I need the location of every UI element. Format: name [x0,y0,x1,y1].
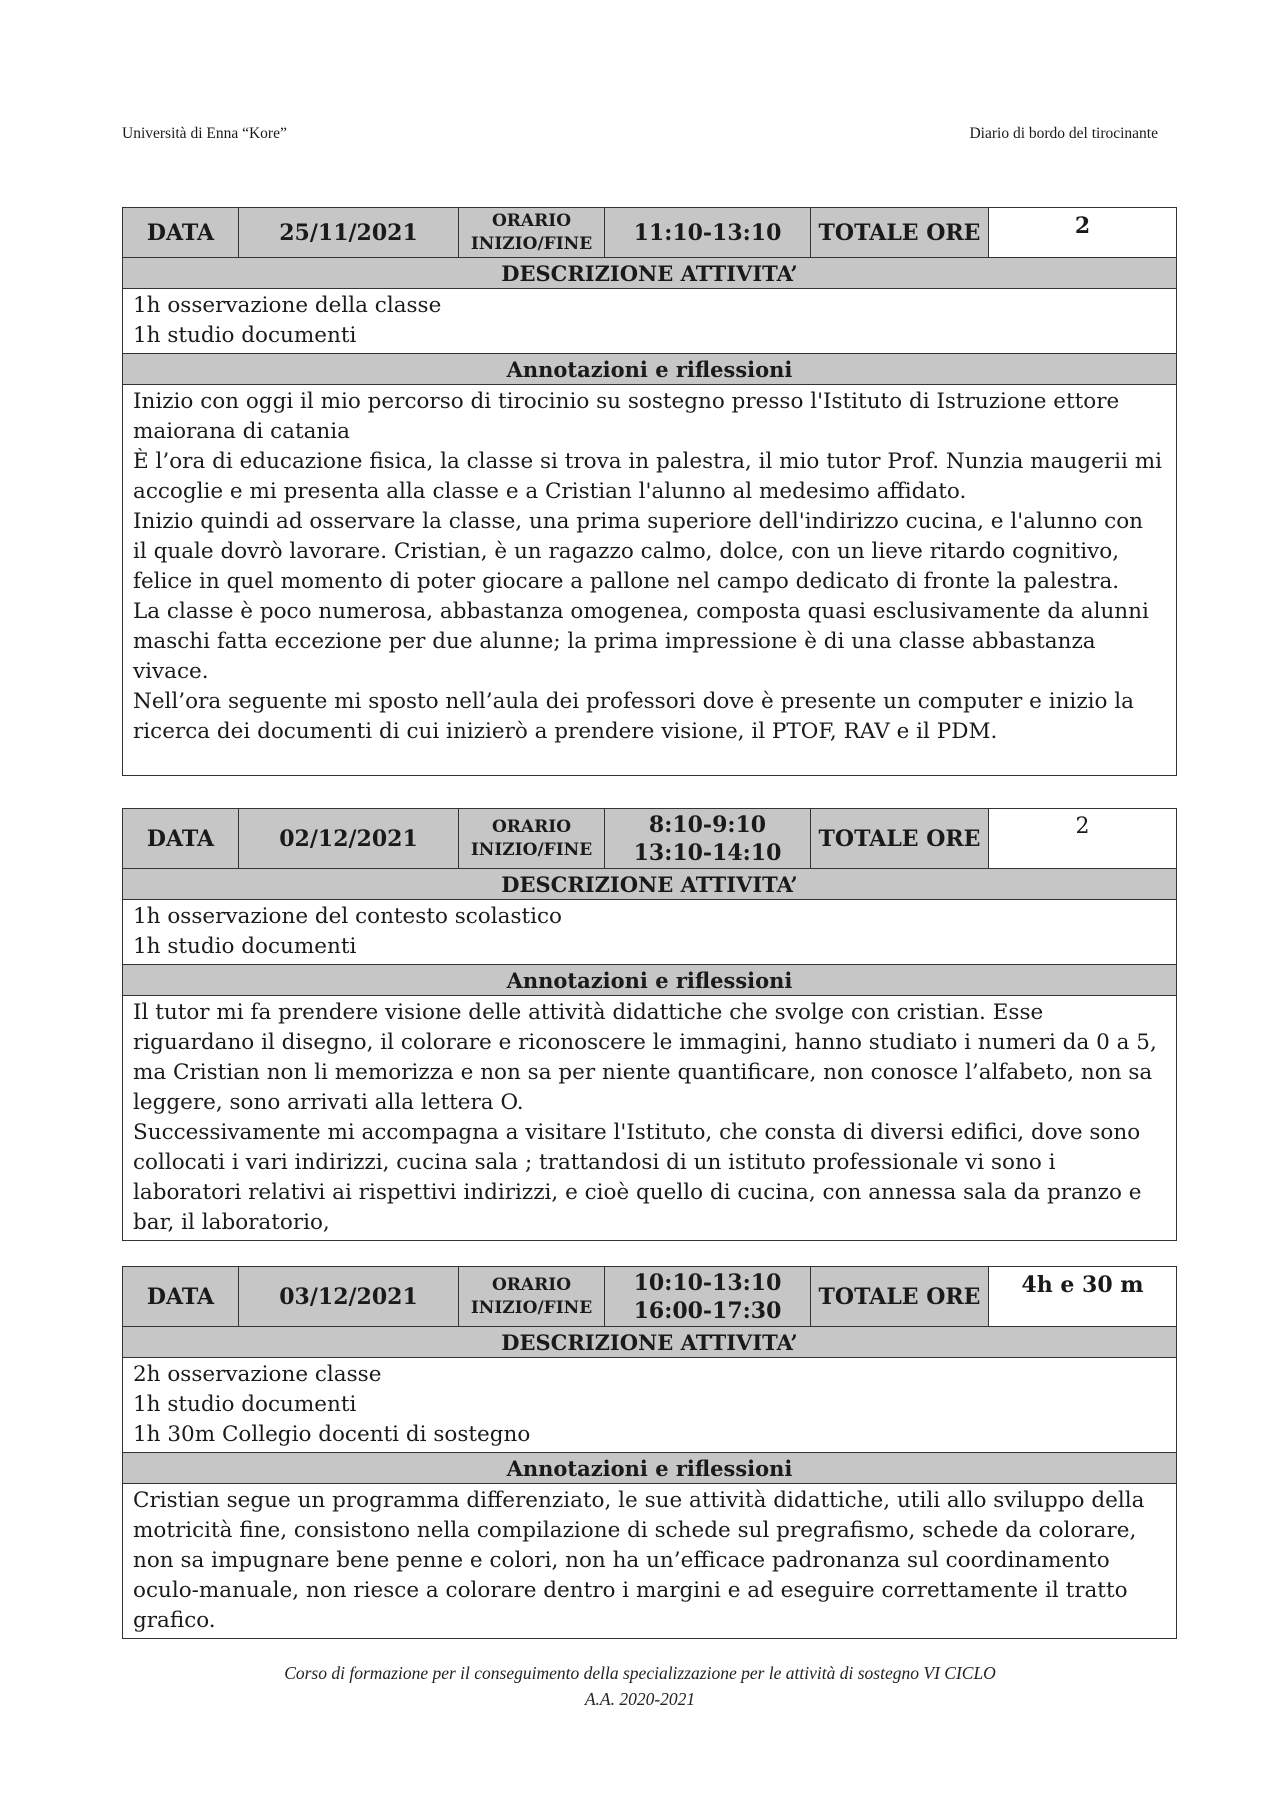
header-diary-title: Diario di bordo del tirocinante [969,125,1158,142]
total-hours-value: 2 [989,809,1177,869]
note-line: bar, il laboratorio, [133,1210,330,1235]
time-label-line2: INIZIO/FINE [470,1297,593,1318]
note-line: Inizio quindi ad osservare la classe, una prima superiore dell'indirizzo cucina, e l'alunno con [133,509,1143,534]
notes-row [123,996,1177,1241]
notes-bar [123,1453,1177,1484]
note-line: maiorana di catania [133,419,350,444]
activity-line: 2h osservazione classe [133,1362,382,1387]
total-hours-value: 2 [989,208,1177,258]
note-line: non sa impugnare bene penne e colori, non ha un’efficace padronanza sul coordinamento [133,1548,1110,1573]
activities-cell [123,289,1177,354]
activity-line: 1h 30m Collegio docenti di sostegno [133,1422,531,1447]
time-label-line2: INIZIO/FINE [470,839,593,860]
time-value [605,208,811,258]
notes-cell [123,1484,1177,1639]
note-line: il quale dovrò lavorare. Cristian, è un ragazzo calmo, dolce, con un lieve ritardo cognitivo, [133,539,1120,564]
time-value [605,1267,811,1327]
time-value [605,809,811,869]
date-value: 02/12/2021 [239,809,459,869]
notes-row [123,385,1177,776]
notes-cell [123,996,1177,1241]
date-label: DATA [123,809,239,869]
total-hours-label: TOTALE ORE [811,809,989,869]
note-line: maschi fatta eccezione per due alunne; la prima impressione è di una classe abbastanza [133,629,1096,654]
time-label [459,1267,605,1327]
activity-line: 1h osservazione della classe [133,293,442,318]
note-line: collocati i vari indirizzi, cucina sala ; trattandosi di un istituto professionale vi sono i [133,1150,1056,1175]
note-line: oculo-manuale, non riesce a colorare dentro i margini e ad eseguire correttamente il tratto [133,1578,1128,1603]
note-line: grafico. [133,1608,216,1633]
note-line: motricità fine, consistono nella compilazione di schede sul pregrafismo, schede da colorare, [133,1518,1137,1543]
description-bar [123,258,1177,289]
note-line: laboratori relativi ai rispettivi indirizzi, e cioè quello di cucina, con annessa sala da pranzo e [133,1180,1142,1205]
description-bar [123,869,1177,900]
notes-bar [123,965,1177,996]
activities-cell [123,900,1177,965]
date-label: DATA [123,208,239,258]
activities-row [123,900,1177,965]
date-label: DATA [123,1267,239,1327]
time-range-2: 13:10-14:10 [633,839,782,866]
diary-entry-1 [122,207,1177,776]
activity-line: 1h studio documenti [133,323,357,348]
time-range-1: 10:10-13:10 [633,1269,782,1296]
activities-cell [123,1358,1177,1453]
entry-header-row [123,208,1177,258]
note-line: Nell’ora seguente mi sposto nell’aula dei professori dove è presente un computer e inizio la [133,689,1134,714]
notes-heading: Annotazioni e riflessioni [123,354,1177,385]
notes-heading: Annotazioni e riflessioni [123,1453,1177,1484]
note-line: Il tutor mi fa prendere visione delle attività didattiche che svolge con cristian. Esse [133,1000,1044,1025]
note-line: riguardano il disegno, il colorare e riconoscere le immagini, hanno studiato i numeri da 0 a 5, [133,1030,1157,1055]
total-hours-value: 4h e 30 m [989,1267,1177,1327]
notes-bar [123,354,1177,385]
diary-entry-2 [122,808,1177,1241]
time-range-1: 8:10-9:10 [648,811,767,838]
activity-line: 1h osservazione del contesto scolastico [133,904,562,929]
note-line: La classe è poco numerosa, abbastanza omogenea, composta quasi esclusivamente da alunni [133,599,1149,624]
time-label [459,208,605,258]
notes-cell [123,385,1177,776]
total-hours-label: TOTALE ORE [811,1267,989,1327]
activity-line: 1h studio documenti [133,934,357,959]
diary-entry-3 [122,1266,1177,1639]
entry-header-row [123,809,1177,869]
note-line: vivace. [133,659,209,684]
footer-academic-year: A.A. 2020-2021 [584,1689,696,1709]
note-line: È l’ora di educazione fisica, la classe si trova in palestra, il mio tutor Prof. Nunzia maugerii mi [133,449,1162,474]
total-hours-label: TOTALE ORE [811,208,989,258]
note-line: Inizio con oggi il mio percorso di tirocinio su sostegno presso l'Istituto di Istruzione ettore [133,389,1120,414]
entry-header-row [123,1267,1177,1327]
date-value: 03/12/2021 [239,1267,459,1327]
note-line: leggere, sono arrivati alla lettera O. [133,1090,524,1115]
date-value: 25/11/2021 [239,208,459,258]
footer-course: Corso di formazione per il conseguimento della specializzazione per le attività di sostegno VI CICLO [284,1663,996,1683]
activities-row [123,289,1177,354]
time-label-line2: INIZIO/FINE [470,233,593,254]
note-line: accoglie e mi presenta alla classe e a Cristian l'alunno al medesimo affidato. [133,479,967,504]
note-line: Successivamente mi accompagna a visitare l'Istituto, che consta di diversi edifici, dove sono [133,1120,1141,1145]
note-line: ma Cristian non li memorizza e non sa per niente quantificare, non conosce l’alfabeto, non sa [133,1060,1153,1085]
description-heading: DESCRIZIONE ATTIVITA’ [123,1327,1177,1358]
note-line: Cristian segue un programma differenziato, le sue attività didattiche, utili allo sviluppo della [133,1488,1145,1513]
time-label [459,809,605,869]
description-heading: DESCRIZIONE ATTIVITA’ [123,258,1177,289]
description-bar [123,1327,1177,1358]
description-heading: DESCRIZIONE ATTIVITA’ [123,869,1177,900]
time-label-line1: ORARIO [491,210,571,231]
notes-row [123,1484,1177,1639]
header-university: Università di Enna “Kore” [122,125,287,142]
time-label-line1: ORARIO [491,816,571,837]
activities-row [123,1358,1177,1453]
note-line: ricerca dei documenti di cui inizierò a prendere visione, il PTOF, RAV e il PDM. [133,719,998,744]
activity-line: 1h studio documenti [133,1392,357,1417]
note-line: felice in quel momento di poter giocare a pallone nel campo dedicato di fronte la palestra. [133,569,1120,594]
time-range-2: 16:00-17:30 [633,1297,782,1324]
time-range-1: 11:10-13:10 [633,219,782,246]
notes-heading: Annotazioni e riflessioni [123,965,1177,996]
time-label-line1: ORARIO [491,1274,571,1295]
